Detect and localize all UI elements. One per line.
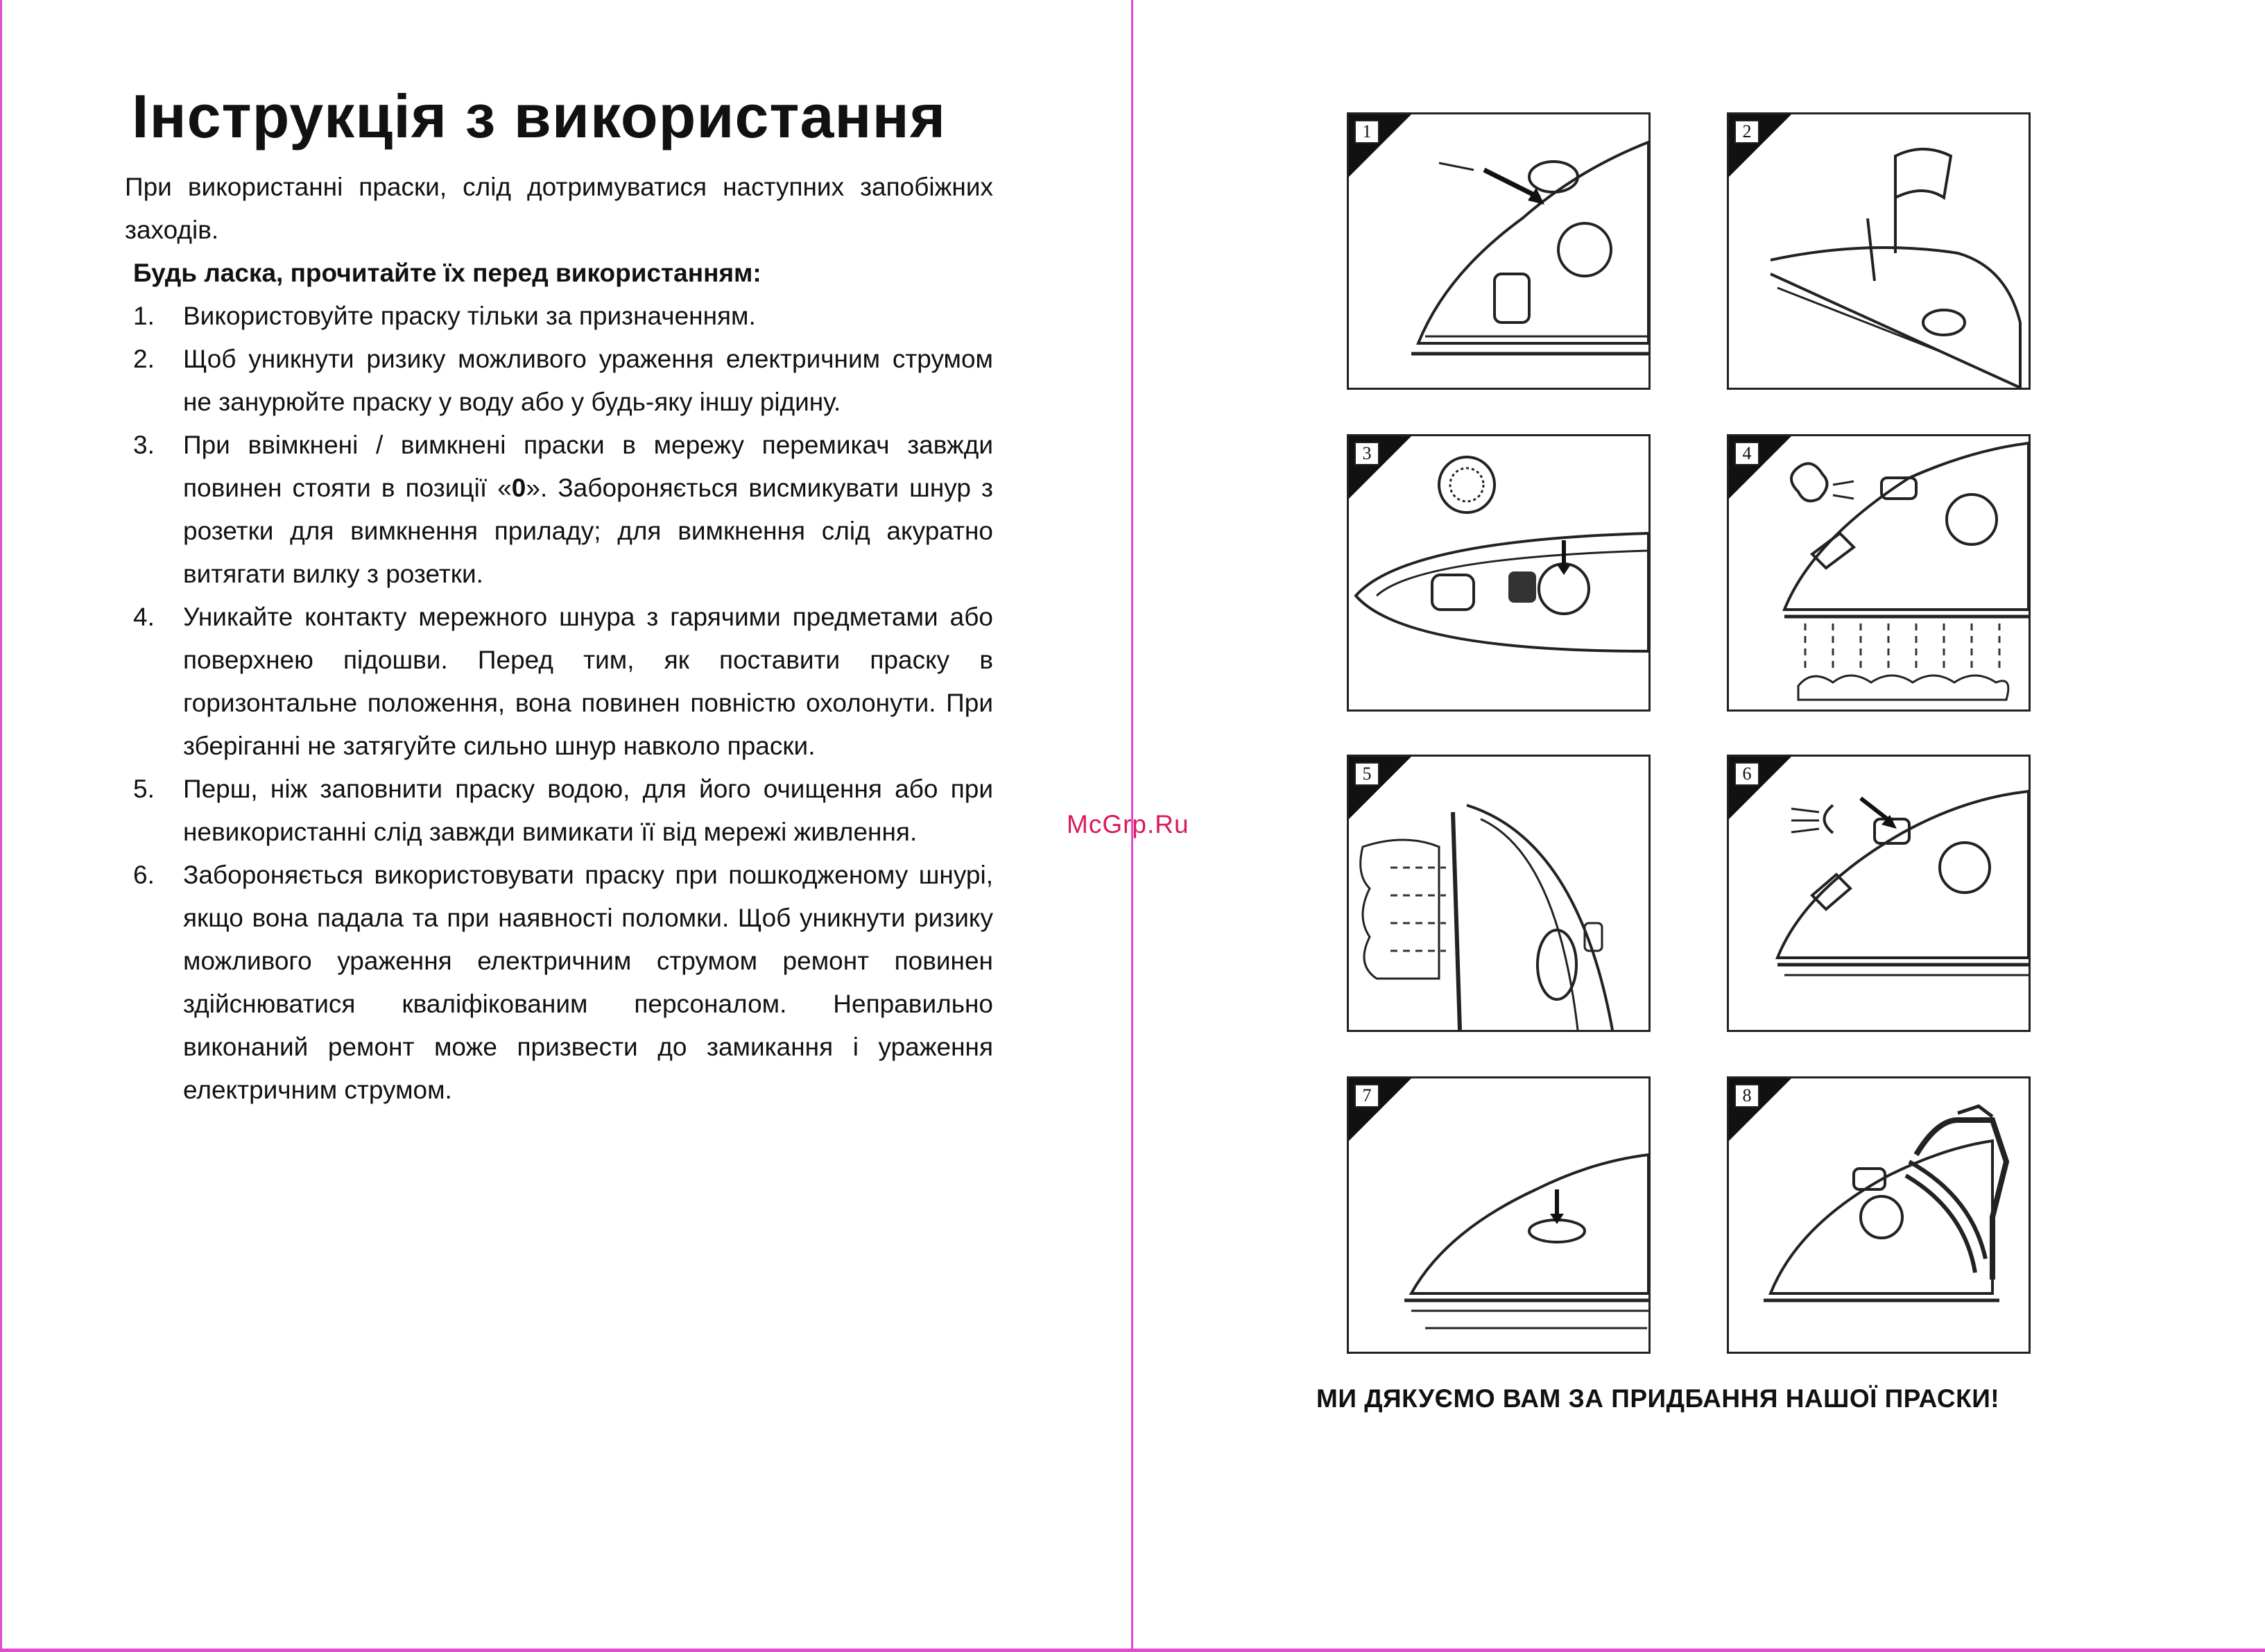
iron-soleplate-icon <box>1349 1078 1648 1352</box>
panel-number: 5 <box>1354 762 1379 786</box>
watermark-text: McGrp.Ru <box>1067 810 1189 838</box>
iron-spray-icon <box>1729 757 2029 1030</box>
illustration-panel-4 <box>1727 434 2031 712</box>
illustration-panel-2 <box>1727 112 2031 390</box>
panel-number: 4 <box>1734 442 1759 465</box>
page-edge-left <box>0 0 2 1652</box>
list-item: 6. Забороняється використовувати праску при пошкодженому шнурі, якщо вона падала та при наявності поломки. Щоб уникнути ризику можливого ураження електричним струмом ремонт повинен здійснюватися кваліфікованим персоналом. Неправильно виконаний ремонт може призвести до замикання і ураження електричним струмом. <box>133 860 993 1104</box>
illustration-panel-6 <box>1727 755 2031 1032</box>
list-item: 4. Уникайте контакту мережного шнура з гарячими предметами або поверхнею підошви. Перед тим, як поставити праску в горизонтальне положення, вона повинен повністю охолонути. При зберіганні не затягуйте сильно шнур навколо праски. <box>133 602 993 760</box>
panel-number: 8 <box>1734 1084 1759 1108</box>
illustration-panel-3 <box>1347 434 1651 712</box>
panel-number: 2 <box>1734 120 1759 144</box>
panel-number: 6 <box>1734 762 1759 786</box>
panel-number: 7 <box>1354 1084 1379 1108</box>
illustration-panel-5 <box>1347 755 1651 1032</box>
panel-number: 3 <box>1354 442 1379 465</box>
iron-fill-icon <box>1349 114 1648 388</box>
intro-text: При використанні праски, слід дотримуватися наступних запобіжних заходів. <box>125 172 993 244</box>
thank-you-message: МИ ДЯКУЄМО ВАМ ЗА ПРИДБАННЯ НАШОЇ ПРАСКИ! <box>1316 1384 2000 1413</box>
iron-vertical-steam-icon <box>1349 757 1648 1030</box>
safety-rules-list <box>125 295 993 1112</box>
page-edge-bottom <box>0 1649 2265 1652</box>
instructions-page <box>125 83 993 1112</box>
list-item: 5. Перш, ніж заповнити праску водою, для його очищення або при невикористанні слід завжди вимикати її від мережі живлення. <box>133 774 993 846</box>
panel-number: 1 <box>1354 120 1379 144</box>
list-item: 3. При ввімкнені / вимкнені праски в мережу перемикач завжди повинен стояти в позиції «0». Забороняється висмикувати шнур з розетки для вимкнення приладу; для вимкнення слід акуратно витягати вилку з розетки. <box>133 430 993 588</box>
list-item: 2. Щоб уникнути ризику можливого ураження електричним струмом не занурюйте праску у воду або у будь-яку іншу рідину. <box>133 344 993 416</box>
iron-storage-cord-icon <box>1729 1078 2029 1352</box>
list-item: 1. Використовуйте праску тільки за призначенням. <box>133 301 756 330</box>
iron-steam-icon <box>1729 436 2029 709</box>
iron-filling-upright-icon <box>1729 114 2029 388</box>
illustration-panel-7 <box>1347 1076 1651 1354</box>
iron-temperature-dial-icon <box>1349 436 1648 709</box>
page-title: Інструкція з використання <box>132 82 947 150</box>
read-before-use-note: Будь ласка, прочитайте їх перед використанням: <box>133 258 761 287</box>
illustration-panel-8 <box>1727 1076 2031 1354</box>
illustration-panel-1 <box>1347 112 1651 390</box>
